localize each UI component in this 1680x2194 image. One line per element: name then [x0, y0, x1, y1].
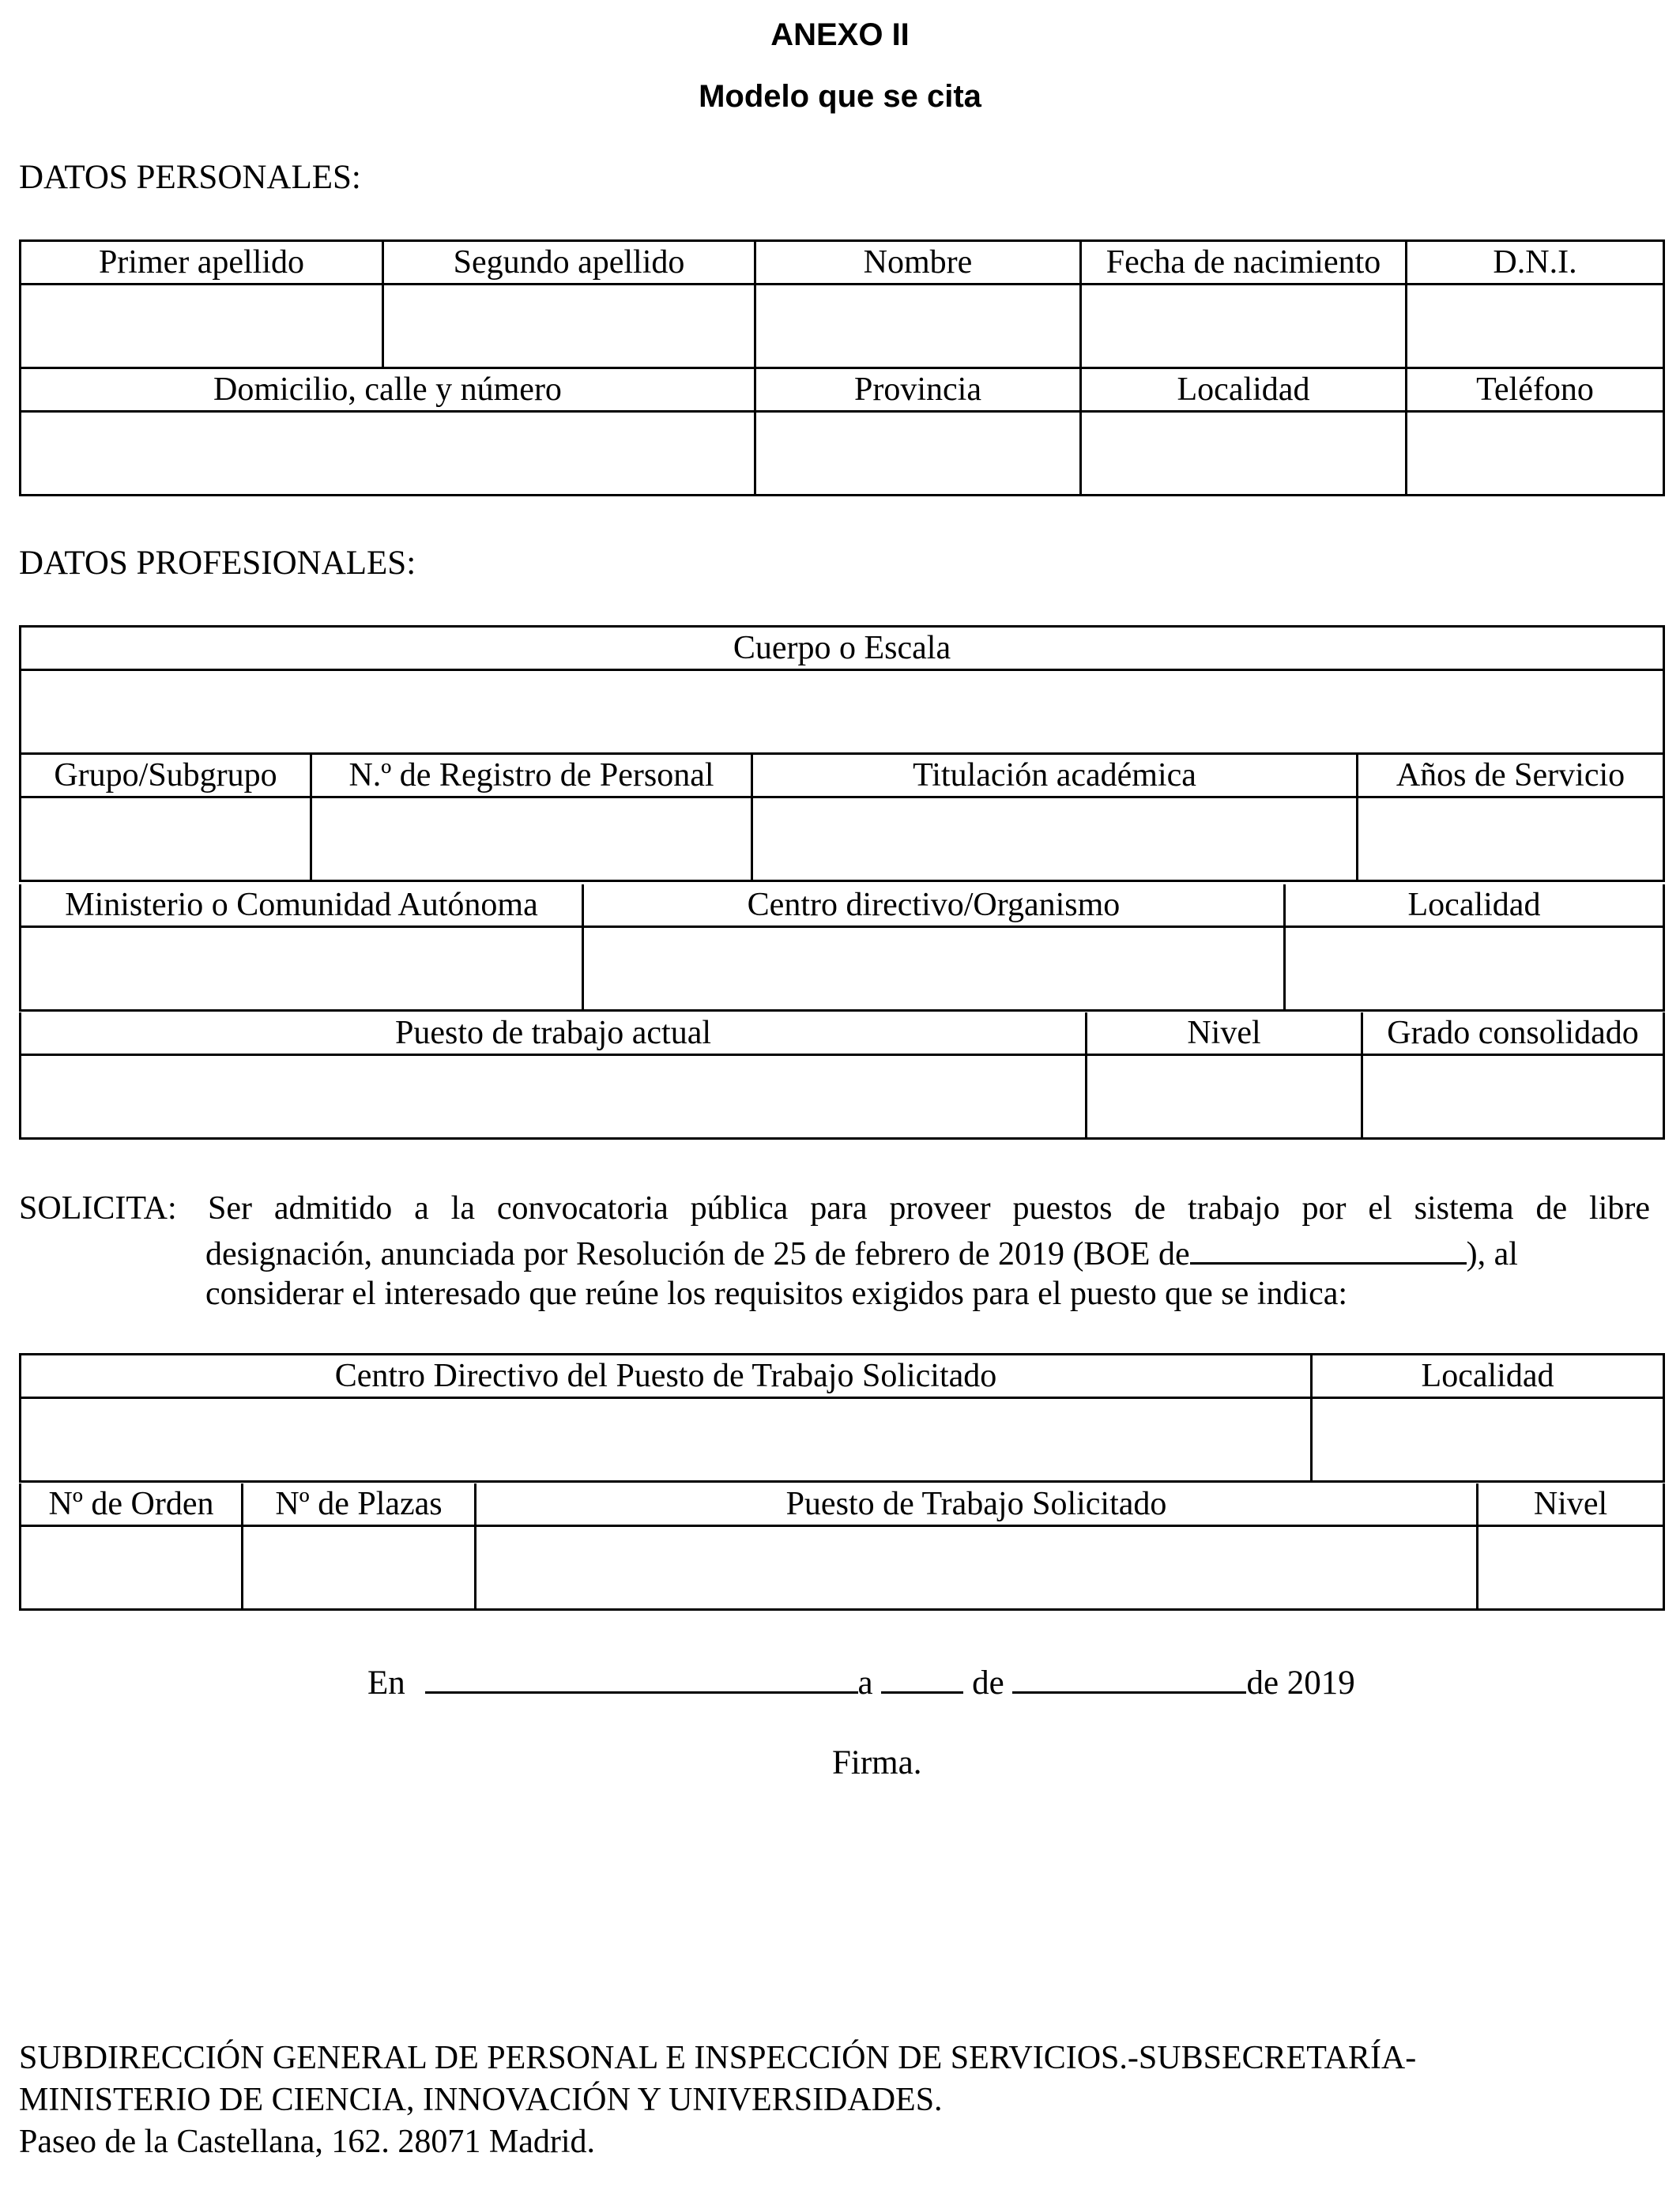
- puesto-solicitado-table-detail: [19, 1483, 1665, 1611]
- field-titulacion[interactable]: [752, 797, 1358, 881]
- field-segundo-apellido[interactable]: [383, 285, 755, 368]
- header-telefono: Teléfono: [1407, 368, 1664, 412]
- signature-de-year: de 2019: [1246, 1664, 1355, 1702]
- footer-line-3: Paseo de la Castellana, 162. 28071 Madrid.: [19, 2124, 596, 2160]
- field-puesto-actual[interactable]: [21, 1055, 1087, 1139]
- header-numero-plazas: Nº de Plazas: [243, 1483, 476, 1526]
- field-fecha-nacimiento[interactable]: [1081, 285, 1407, 368]
- signature-a: a: [857, 1664, 873, 1702]
- field-numero-orden[interactable]: [21, 1526, 243, 1610]
- header-titulacion: Titulación académica: [752, 754, 1358, 797]
- solicita-line-1: Ser admitido a la convocatoria pública para proveer puestos de trabajo por el sistema de libre: [208, 1190, 1650, 1227]
- signature-firma: Firma.: [832, 1744, 922, 1781]
- field-domicilio[interactable]: [21, 412, 755, 496]
- document-title: ANEXO II: [770, 17, 910, 52]
- header-ministerio: Ministerio o Comunidad Autónoma: [21, 884, 583, 927]
- professional-data-table-puesto: [19, 1012, 1665, 1140]
- header-grupo-subgrupo: Grupo/Subgrupo: [21, 754, 311, 797]
- field-grado-consolidado[interactable]: [1362, 1055, 1664, 1139]
- field-telefono[interactable]: [1407, 412, 1664, 496]
- boe-date-blank[interactable]: [1190, 1231, 1467, 1265]
- header-anos-servicio: Años de Servicio: [1358, 754, 1664, 797]
- professional-data-table-ministerio: [19, 884, 1665, 1012]
- header-primer-apellido: Primer apellido: [21, 241, 383, 285]
- field-provincia[interactable]: [755, 412, 1081, 496]
- header-centro-directivo: Centro directivo/Organismo: [583, 884, 1285, 927]
- document-subtitle: Modelo que se cita: [699, 79, 981, 114]
- header-segundo-apellido: Segundo apellido: [383, 241, 755, 285]
- header-nombre: Nombre: [755, 241, 1081, 285]
- solicita-label: SOLICITA:: [19, 1190, 177, 1227]
- month-blank[interactable]: [1012, 1660, 1246, 1694]
- header-grado-consolidado: Grado consolidado: [1362, 1012, 1664, 1055]
- field-centro-directivo[interactable]: [583, 927, 1285, 1011]
- solicita-line-2-close: ), al: [1466, 1236, 1518, 1272]
- header-dni: D.N.I.: [1407, 241, 1664, 285]
- header-nivel: Nivel: [1087, 1012, 1362, 1055]
- solicita-line-2: [205, 1231, 1650, 1275]
- day-blank[interactable]: [881, 1660, 963, 1694]
- field-nivel-solicitado[interactable]: [1478, 1526, 1664, 1610]
- personal-data-table: [19, 239, 1665, 496]
- field-grupo-subgrupo[interactable]: [21, 797, 311, 881]
- field-localidad[interactable]: [1081, 412, 1407, 496]
- header-localidad-profesional: Localidad: [1285, 884, 1664, 927]
- header-puesto-solicitado: Puesto de Trabajo Solicitado: [476, 1483, 1478, 1526]
- header-puesto-actual: Puesto de trabajo actual: [21, 1012, 1087, 1055]
- field-localidad-solicitada[interactable]: [1312, 1398, 1664, 1482]
- header-localidad-solicitada: Localidad: [1312, 1355, 1664, 1398]
- field-numero-plazas[interactable]: [243, 1526, 476, 1610]
- puesto-solicitado-table: [19, 1353, 1665, 1483]
- footer-line-1: SUBDIRECCIÓN GENERAL DE PERSONAL E INSPECCIÓN DE SERVICIOS.-SUBSECRETARÍA-: [19, 2040, 1417, 2076]
- field-nombre[interactable]: [755, 285, 1081, 368]
- header-registro-personal: N.º de Registro de Personal: [311, 754, 752, 797]
- field-puesto-solicitado[interactable]: [476, 1526, 1478, 1610]
- header-numero-orden: Nº de Orden: [21, 1483, 243, 1526]
- signature-de: de: [972, 1664, 1004, 1702]
- header-nivel-solicitado: Nivel: [1478, 1483, 1664, 1526]
- header-localidad: Localidad: [1081, 368, 1407, 412]
- field-nivel[interactable]: [1087, 1055, 1362, 1139]
- field-centro-directivo-solicitado[interactable]: [21, 1398, 1312, 1482]
- field-primer-apellido[interactable]: [21, 285, 383, 368]
- header-centro-directivo-solicitado: Centro Directivo del Puesto de Trabajo Solicitado: [21, 1355, 1312, 1398]
- header-fecha-nacimiento: Fecha de nacimiento: [1081, 241, 1407, 285]
- professional-data-table: [19, 625, 1665, 882]
- field-anos-servicio[interactable]: [1358, 797, 1664, 881]
- header-provincia: Provincia: [755, 368, 1081, 412]
- section-professional-label: DATOS PROFESIONALES:: [19, 545, 416, 582]
- section-personal-label: DATOS PERSONALES:: [19, 159, 361, 196]
- field-ministerio[interactable]: [21, 927, 583, 1011]
- footer-line-2: MINISTERIO DE CIENCIA, INNOVACIÓN Y UNIVERSIDADES.: [19, 2082, 943, 2118]
- field-registro-personal[interactable]: [311, 797, 752, 881]
- field-cuerpo-escala[interactable]: [21, 670, 1664, 754]
- signature-en: En: [367, 1664, 405, 1702]
- field-dni[interactable]: [1407, 285, 1664, 368]
- place-blank[interactable]: [425, 1660, 858, 1694]
- solicita-line-2-text: designación, anunciada por Resolución de 25 de febrero de 2019 (BOE de: [205, 1236, 1190, 1272]
- solicita-line-3: considerar el interesado que reúne los requisitos exigidos para el puesto que se indica:: [205, 1276, 1348, 1312]
- signature-place-date: [367, 1660, 1355, 1704]
- header-domicilio: Domicilio, calle y número: [21, 368, 755, 412]
- field-localidad-profesional[interactable]: [1285, 927, 1664, 1011]
- solicita-line-2-end: [1467, 1234, 1650, 1275]
- header-cuerpo-escala: Cuerpo o Escala: [21, 627, 1664, 670]
